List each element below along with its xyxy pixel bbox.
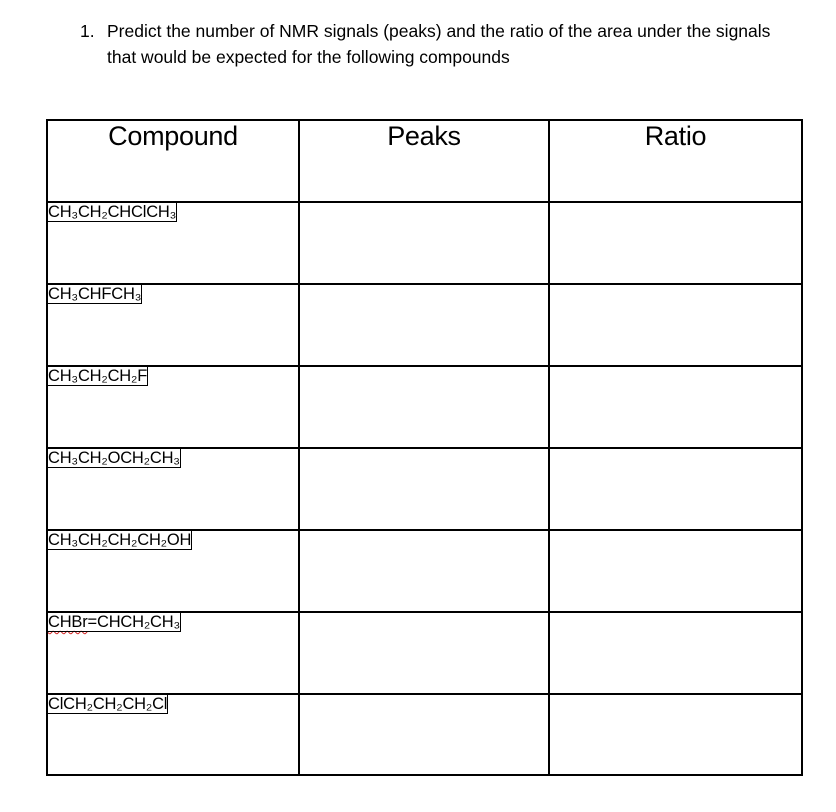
compound-formula: ClCH₂CH₂CH₂Cl — [48, 695, 168, 713]
peaks-cell[interactable] — [299, 366, 549, 448]
spellcheck-marked-text[interactable]: CHBr — [48, 613, 88, 631]
peaks-cell[interactable] — [299, 694, 549, 775]
ratio-cell[interactable] — [549, 694, 802, 775]
compound-formula-rest: =CHCH₂CH₃ — [87, 613, 181, 631]
table-row — [47, 530, 802, 612]
table-row — [47, 284, 802, 366]
compound-formula: CH₃CHFCH₃ — [48, 285, 142, 303]
compound-formula: CH₃CH₂OCH₂CH₃ — [48, 449, 180, 467]
compound-formula: CH₃CH₂CH₂CH₂OH — [48, 531, 192, 549]
peaks-cell[interactable] — [299, 612, 549, 694]
ratio-cell[interactable] — [549, 612, 802, 694]
ratio-cell[interactable] — [549, 284, 802, 366]
table-row — [47, 694, 802, 775]
header-peaks: Peaks — [299, 120, 549, 202]
compound-cell — [47, 530, 299, 612]
peaks-cell[interactable] — [299, 448, 549, 530]
peaks-cell[interactable] — [299, 284, 549, 366]
compound-formula — [48, 613, 180, 631]
question-text: Predict the number of NMR signals (peaks) and the ratio of the area under the signals that would be expected for the following compounds — [107, 21, 771, 67]
ratio-cell[interactable] — [549, 202, 802, 284]
compound-formula: CH₃CH₂CHClCH₃ — [48, 203, 177, 221]
header-compound: Compound — [47, 120, 299, 202]
nmr-table — [46, 119, 803, 776]
peaks-cell[interactable] — [299, 202, 549, 284]
compound-cell — [47, 694, 299, 775]
compound-cell — [47, 202, 299, 284]
header-ratio: Ratio — [549, 120, 802, 202]
compound-formula: CH₃CH₂CH₂F — [48, 367, 148, 385]
ratio-cell[interactable] — [549, 448, 802, 530]
ratio-cell[interactable] — [549, 530, 802, 612]
question-number: 1. — [80, 21, 95, 41]
table-row — [47, 612, 802, 694]
table-row — [47, 448, 802, 530]
peaks-cell[interactable] — [299, 530, 549, 612]
table-row — [47, 202, 802, 284]
table-row — [47, 366, 802, 448]
question-1 — [80, 18, 800, 70]
table-header-row — [47, 120, 802, 202]
compound-cell — [47, 366, 299, 448]
ratio-cell[interactable] — [549, 366, 802, 448]
compound-cell — [47, 284, 299, 366]
compound-cell — [47, 612, 299, 694]
compound-cell — [47, 448, 299, 530]
